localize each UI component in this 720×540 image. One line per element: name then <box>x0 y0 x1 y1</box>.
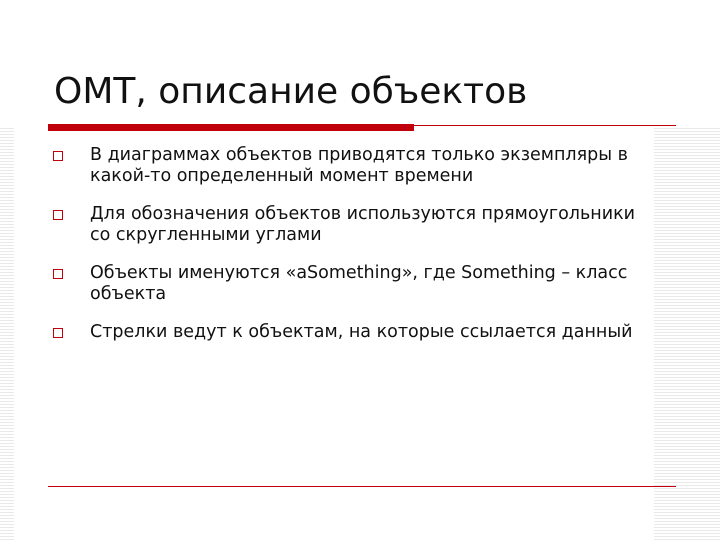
bullet-item <box>50 145 660 187</box>
bullet-item <box>50 263 660 305</box>
bullet-text: Для обозначения объектов используются прямоугольники со скругленными углами <box>90 204 636 245</box>
title-underline-bar <box>48 124 414 131</box>
bullet-item <box>50 204 660 246</box>
bullet-item <box>50 322 660 343</box>
title-underline-line <box>414 125 676 126</box>
square-bullet-icon <box>53 210 63 220</box>
slide-title: ОМТ, описание объектов <box>54 71 528 112</box>
bullet-text: В диаграммах объектов приводятся только экземпляры в какой-то определенный момент времени <box>90 145 628 186</box>
square-bullet-icon <box>53 328 63 338</box>
bullet-list <box>50 145 660 360</box>
bullet-text: Объекты именуются «aSomething», где Something – класс объекта <box>90 263 628 304</box>
square-bullet-icon <box>53 151 63 161</box>
bullet-text: Стрелки ведут к объектам, на которые ссылается данный <box>90 322 633 342</box>
square-bullet-icon <box>53 269 63 279</box>
bottom-divider-line <box>48 486 676 487</box>
